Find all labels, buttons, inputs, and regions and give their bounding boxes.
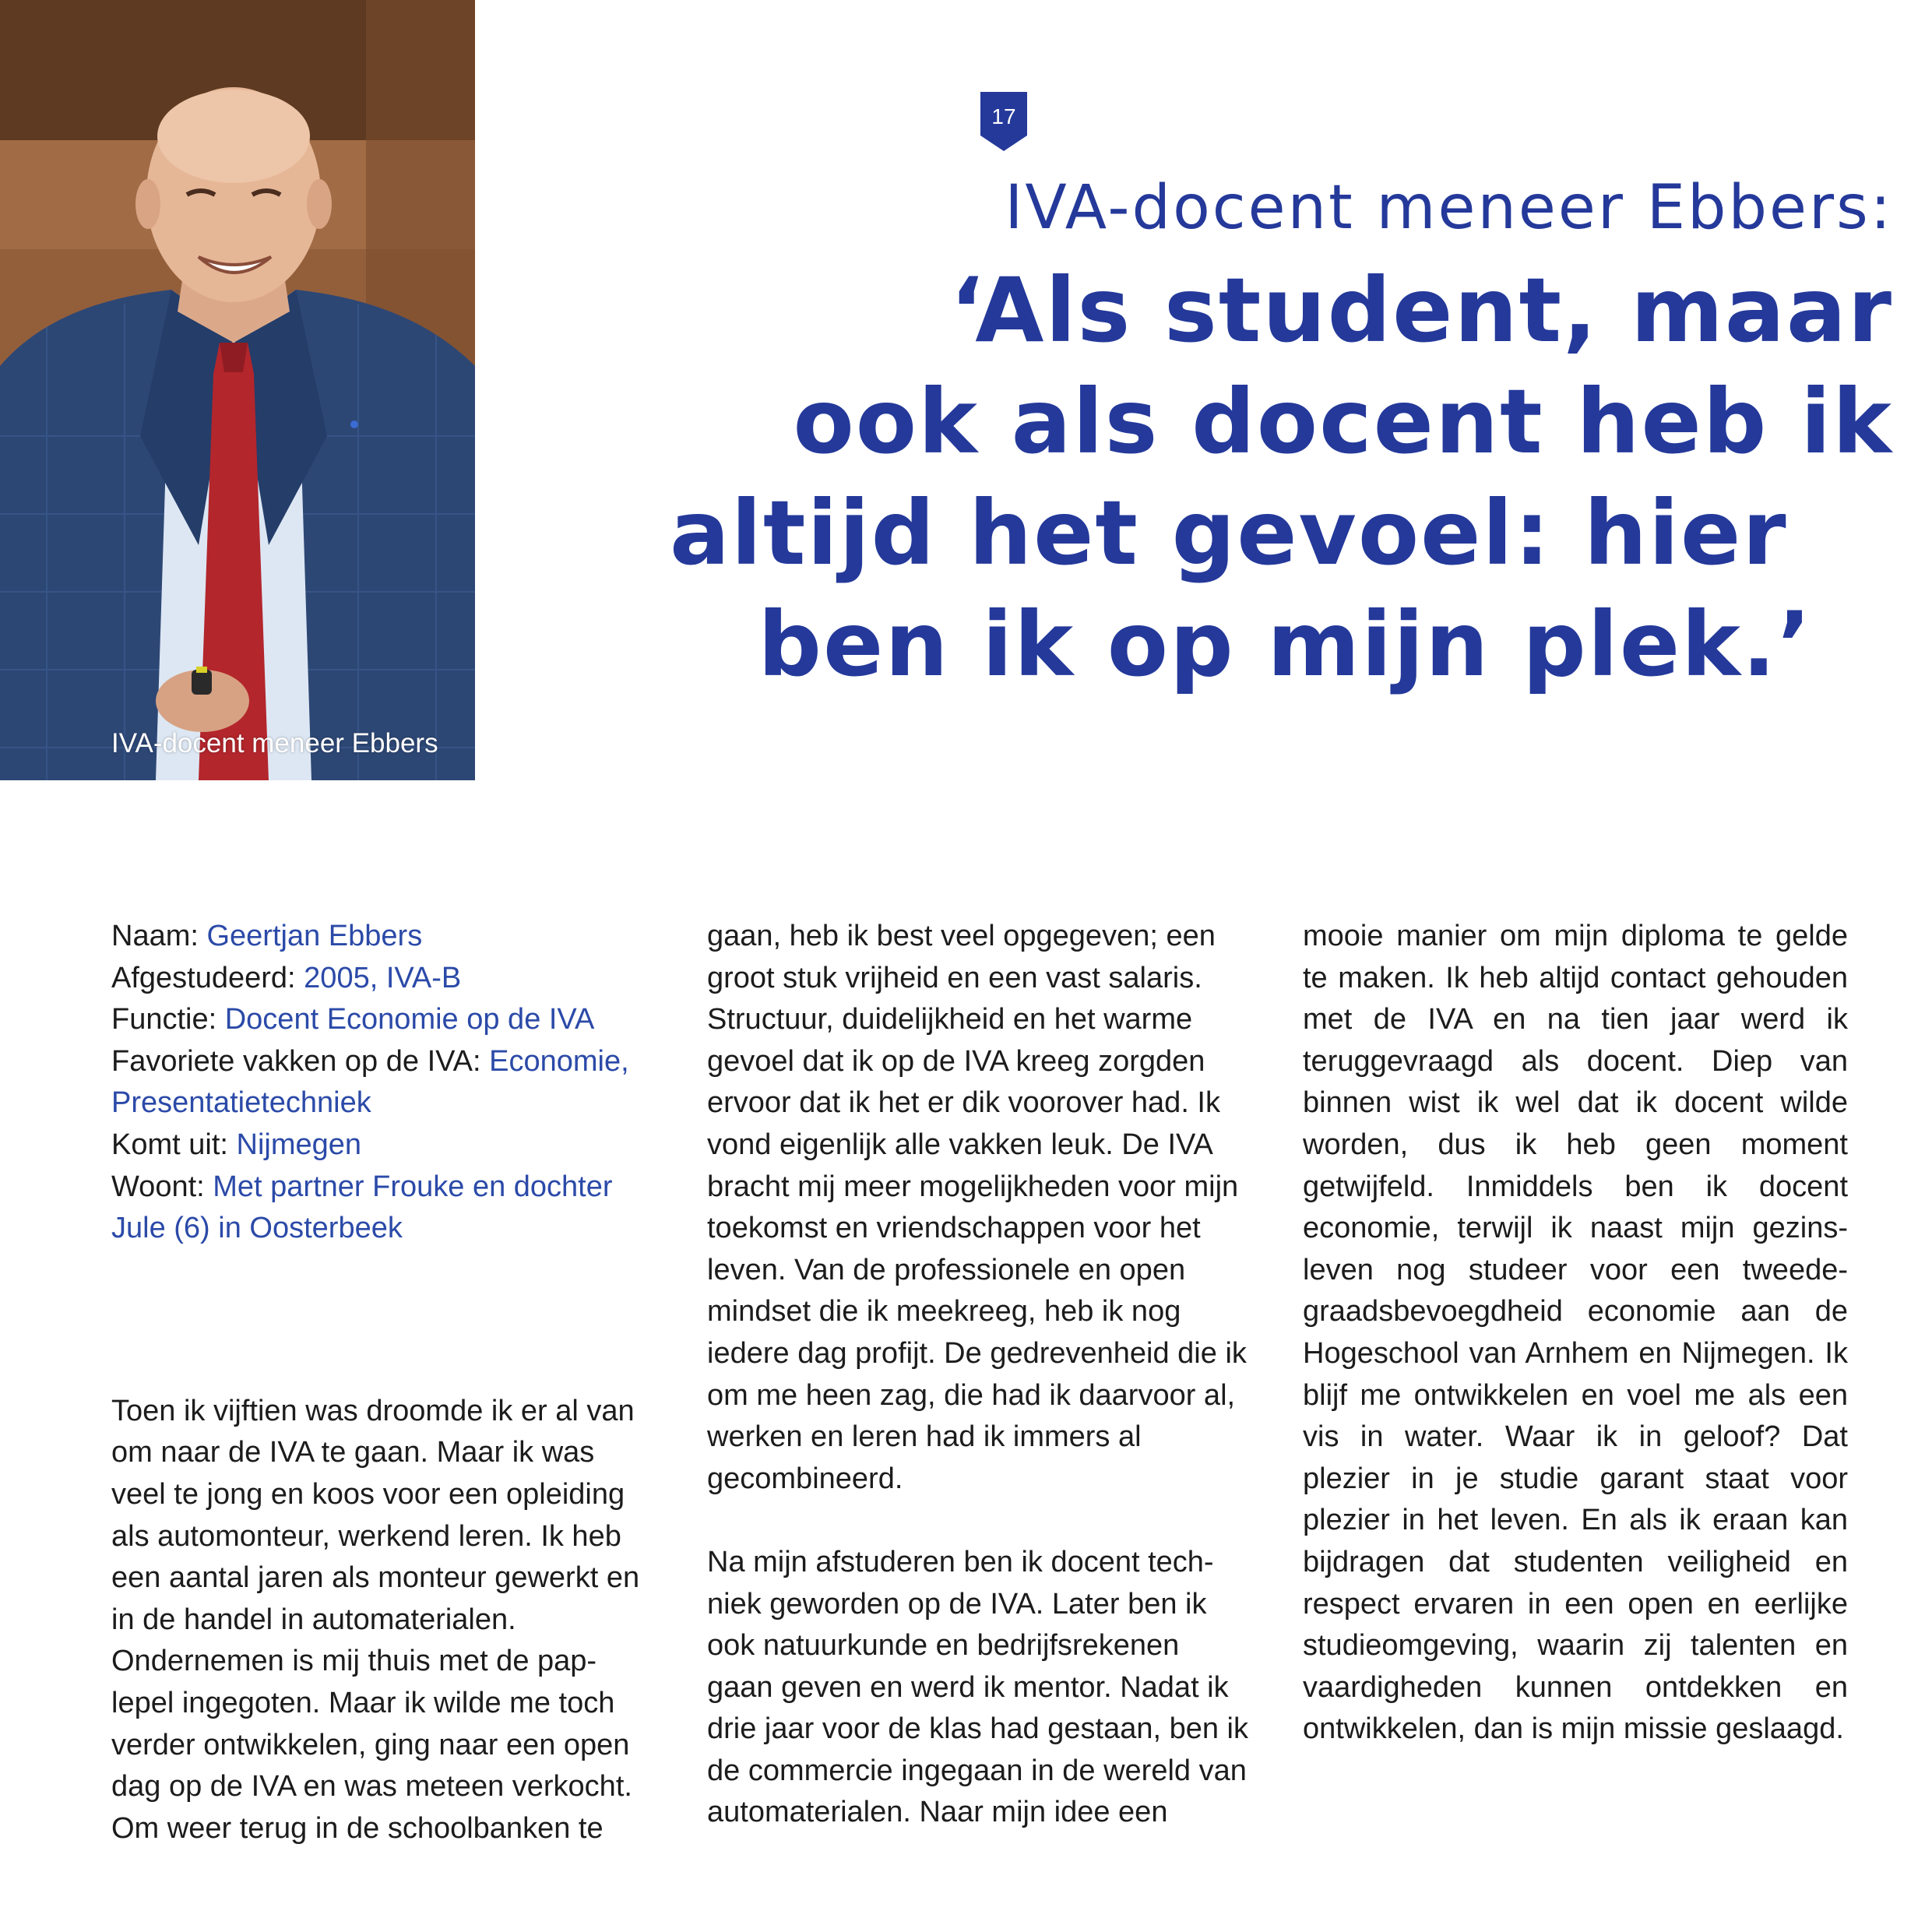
body-column-3: [1303, 916, 1848, 1751]
headline-line-3: altijd het gevoel: hier: [670, 481, 1788, 585]
fact-naam: Naam: Geertjan Ebbers: [111, 920, 423, 952]
portrait-illustration: [0, 0, 475, 780]
headline-line-1: ‘Als student, maar: [949, 259, 1893, 362]
body-paragraph-2-cont: mooie manier om mijn diploma te gelde te maken. Ik heb altijd contact gehouden met de IVA en na tien jaar werd ik teruggevraagd als docent. Diep van binnen wist ik wel dat ik docent wilde worden, dus ik heb geen moment getwijfeld. Inmiddels ben ik docent economie, terwijl ik naast mijn gezins-leven nog studeer voor een tweede-graadsbevoegdheid economie aan de Hogeschool van Arnhem en Nijmegen. Ik blijf me ontwikkelen en voel me als een vis in water. Waar ik in geloof? Dat plezier in je studie garant staat voor plezier in het leven. En als ik eraan kan bijdragen dat studenten veiligheid en respect ervaren in een open en eerlijke studieomgeving, waarin zij talenten en vaardigheden kunnen ontdekken en ontwikkelen, dan is mijn missie geslaagd.: [1303, 920, 1848, 1746]
portrait-photo: [0, 0, 475, 780]
body-paragraph-1-cont: gaan, heb ik best veel opgegeven; een groot stuk vrijheid en een vast salaris. Structuur, duidelijkheid en het warme gevoel dat ik op de IVA kreeg zorgden ervoor dat ik het er dik voorover had. Ik vond eigenlijk alle vakken leuk. De IVA bracht mij meer mogelijkheden voor mijn toekomst en vriendschappen voor het leven. Van de professionele en open mindset die ik meekreeg, heb ik nog iedere dag profijt. De gedrevenheid die ik om me heen zag, die had ik daarvoor al, werken en leren had ik immers al gecombineerd.: [707, 920, 1247, 1495]
page-number: 17: [991, 104, 1016, 128]
body-paragraph-2: Na mijn afstuderen ben ik docent tech-niek geworden op de IVA. Later ben ik ook natuurkunde en bedrijfsrekenen gaan geven en werd ik mentor. Nadat ik drie jaar voor de klas had gestaan, ben ik de commercie ingegaan in de wereld van automaterialen. Naar mijn idee een: [707, 1545, 1248, 1829]
body-column-2: [707, 916, 1252, 1834]
fact-afgestudeerd: Afgestudeerd: 2005, IVA-B: [111, 961, 462, 994]
fact-functie: Functie: Docent Economie op de IVA: [111, 1003, 595, 1036]
profile-facts: [111, 916, 656, 1250]
fact-komt-uit: Komt uit: Nijmegen: [111, 1128, 362, 1161]
article-headline: [654, 255, 1893, 700]
headline-line-2: ook als docent heb ik: [793, 370, 1893, 473]
photo-caption: IVA-docent meneer Ebbers: [111, 728, 438, 758]
fact-vakken-cont: Presentatietechniek: [111, 1086, 371, 1120]
body-paragraph-1: Toen ik vijftien was droomde ik er al van om naar de IVA te gaan. Maar ik was veel te jong en koos voor een opleiding als automonteur, werkend leren. Ik heb een aantal jaren als monteur gewerkt en in de handel in automaterialen. Ondernemen is mij thuis met de pap-lepel ingegoten. Maar ik wilde me toch verder ontwikkelen, ging naar een open dag op de IVA en was meteen verkocht. Om weer terug in de schoolbanken te: [111, 1394, 640, 1845]
fact-woont-cont: Jule (6) in Oosterbeek: [111, 1212, 403, 1245]
fact-woont: Woont: Met partner Frouke en dochter: [111, 1170, 613, 1203]
headline-line-4: ben ik op mijn plek.’: [758, 593, 1813, 696]
article-kicker: IVA-docent meneer Ebbers:: [1005, 173, 1893, 243]
body-column-1: [111, 916, 656, 1849]
fact-vakken: Favoriete vakken op de IVA: Economie,: [111, 1044, 629, 1078]
page-number-badge: [980, 92, 1027, 151]
